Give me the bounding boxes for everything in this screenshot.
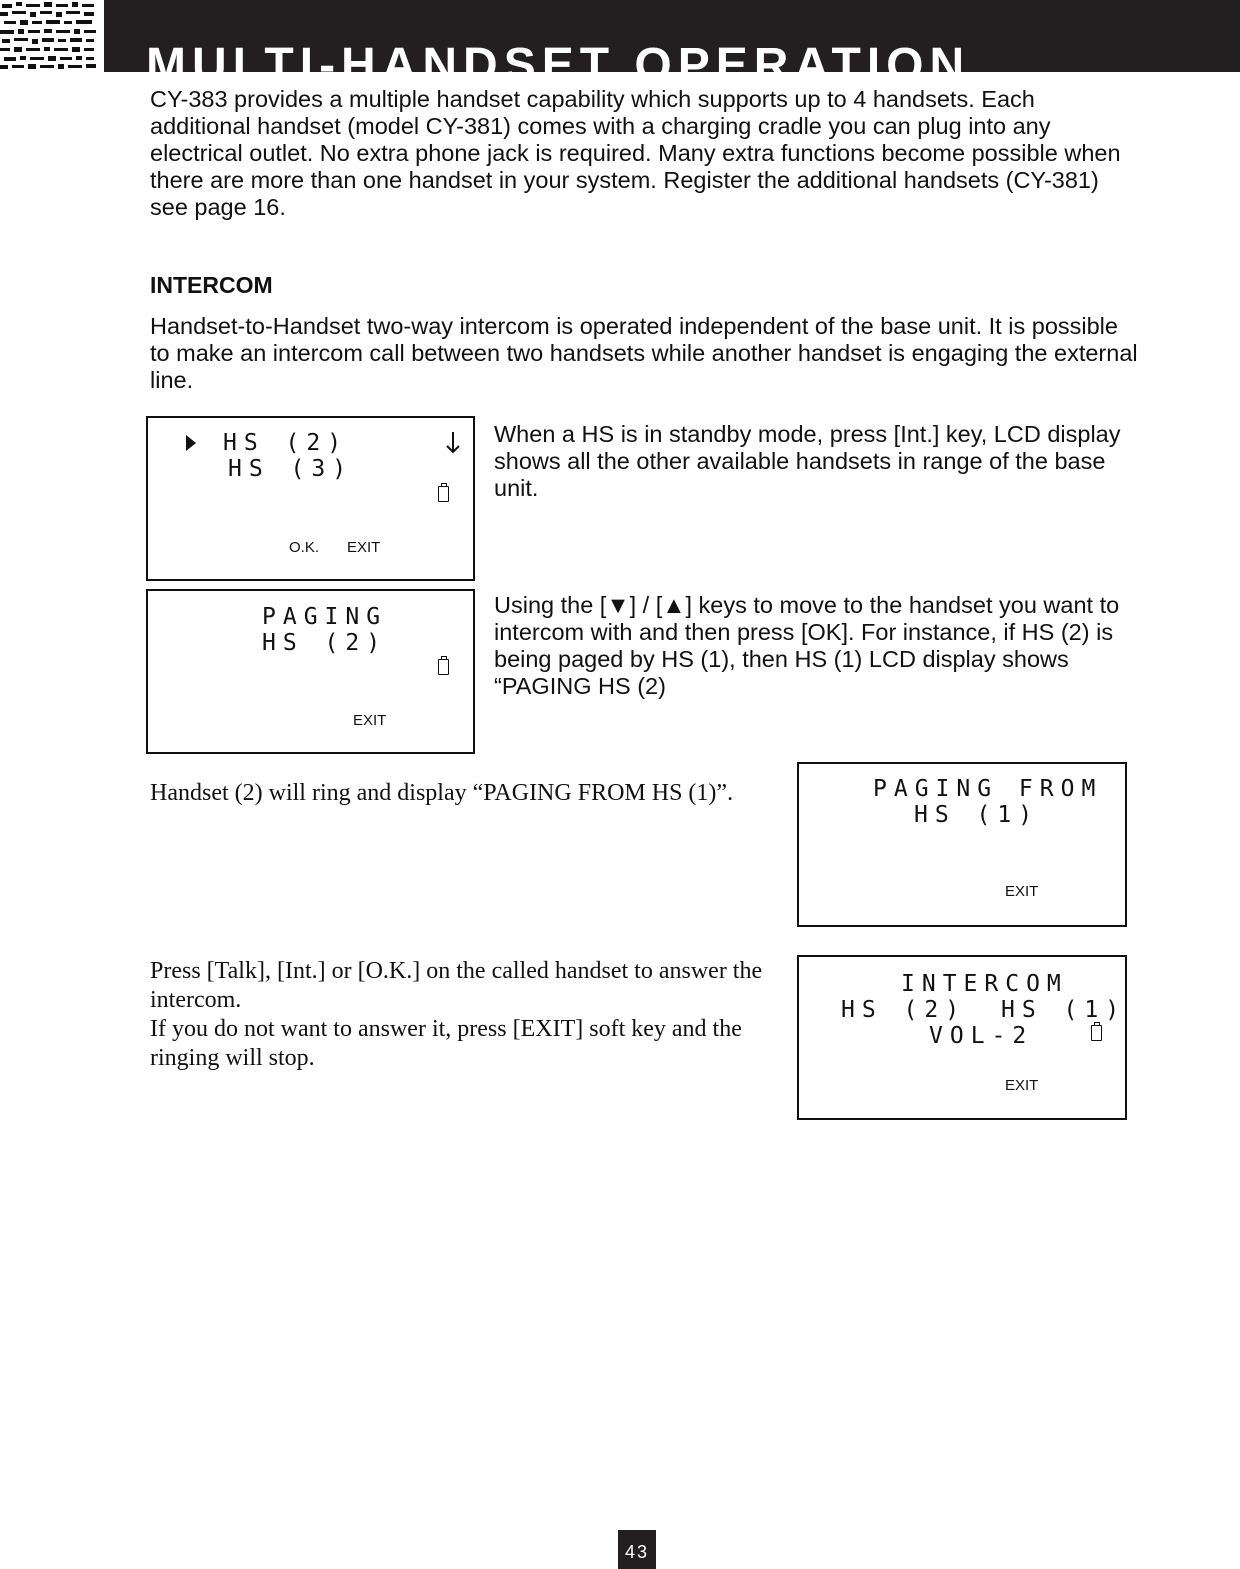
- intro-paragraph: CY-383 provides a multiple handset capability which supports up to 4 handsets. Each additional handset (model CY-381) comes with a charging cradle you can plug into any electrical outlet. No extra phone jack is required. Many extra functions become possible when there are more than one handset in your system. Register the additional handsets (CY-381) see page 16.: [150, 86, 1121, 220]
- battery-icon: [438, 486, 449, 502]
- selector-triangle-icon: [186, 435, 196, 451]
- battery-icon: [1091, 1025, 1102, 1041]
- step-3-text: Handset (2) will ring and display “PAGING FROM HS (1)”.: [150, 780, 734, 806]
- lcd-screen-paging: [146, 589, 475, 754]
- lcd-select-line1: HS (2): [223, 430, 349, 456]
- brand-logo-icon: [0, 0, 98, 72]
- lcd-paging-from-line2: HS (1): [914, 802, 1040, 828]
- battery-icon: [438, 659, 449, 675]
- step-4-text: Press [Talk], [Int.] or [O.K.] on the called handset to answer the intercom. If you do not want to answer it, press [EXIT] soft key and the ringing will stop.: [150, 958, 763, 1071]
- lcd-intercom-line1: INTERCOM: [901, 971, 1068, 997]
- lcd-screen-paging-from: [797, 762, 1127, 927]
- step-2-text: Using the [▼] / [▲] keys to move to the handset you want to intercom with and then press [OK]. For instance, if HS (2) is being paged by HS (1), then HS (1) LCD display shows “PAGING HS (2): [494, 592, 1120, 699]
- page-number: 43: [624, 1542, 650, 1562]
- lcd-screen-intercom: [797, 955, 1127, 1120]
- lcd-intercom-line3: VOL-2: [929, 1023, 1034, 1049]
- exit-softkey-label: EXIT: [1005, 883, 1039, 900]
- intercom-description: Handset-to-Handset two-way intercom is operated independent of the base unit. It is possible to make an intercom call between two handsets while another handset is engaging the external line.: [150, 313, 1138, 393]
- lcd-screen-select: [146, 416, 475, 581]
- section-heading-intercom: INTERCOM: [150, 272, 273, 298]
- scroll-down-arrow-icon: [446, 432, 460, 454]
- exit-softkey-label: EXIT: [353, 712, 387, 729]
- lcd-select-line2: HS (3): [228, 456, 354, 482]
- lcd-paging-from-line1: PAGING FROM: [873, 776, 1103, 802]
- lcd-intercom-line2-right: HS (1): [1001, 997, 1127, 1023]
- exit-softkey-label: EXIT: [347, 539, 381, 556]
- ok-softkey-label: O.K.: [289, 539, 320, 556]
- lcd-paging-line2: HS (2): [262, 630, 388, 656]
- lcd-intercom-line2-left: HS (2): [841, 997, 967, 1023]
- exit-softkey-label: EXIT: [1005, 1077, 1039, 1094]
- step-1-text: When a HS is in standby mode, press [Int.] key, LCD display shows all the other available handsets in range of the base unit.: [494, 421, 1121, 501]
- lcd-paging-line1: PAGING: [262, 604, 388, 630]
- page-title: MULTI-HANDSET OPERATION: [146, 39, 971, 93]
- page-number-badge: [618, 1530, 656, 1569]
- header-bar: [104, 0, 1240, 93]
